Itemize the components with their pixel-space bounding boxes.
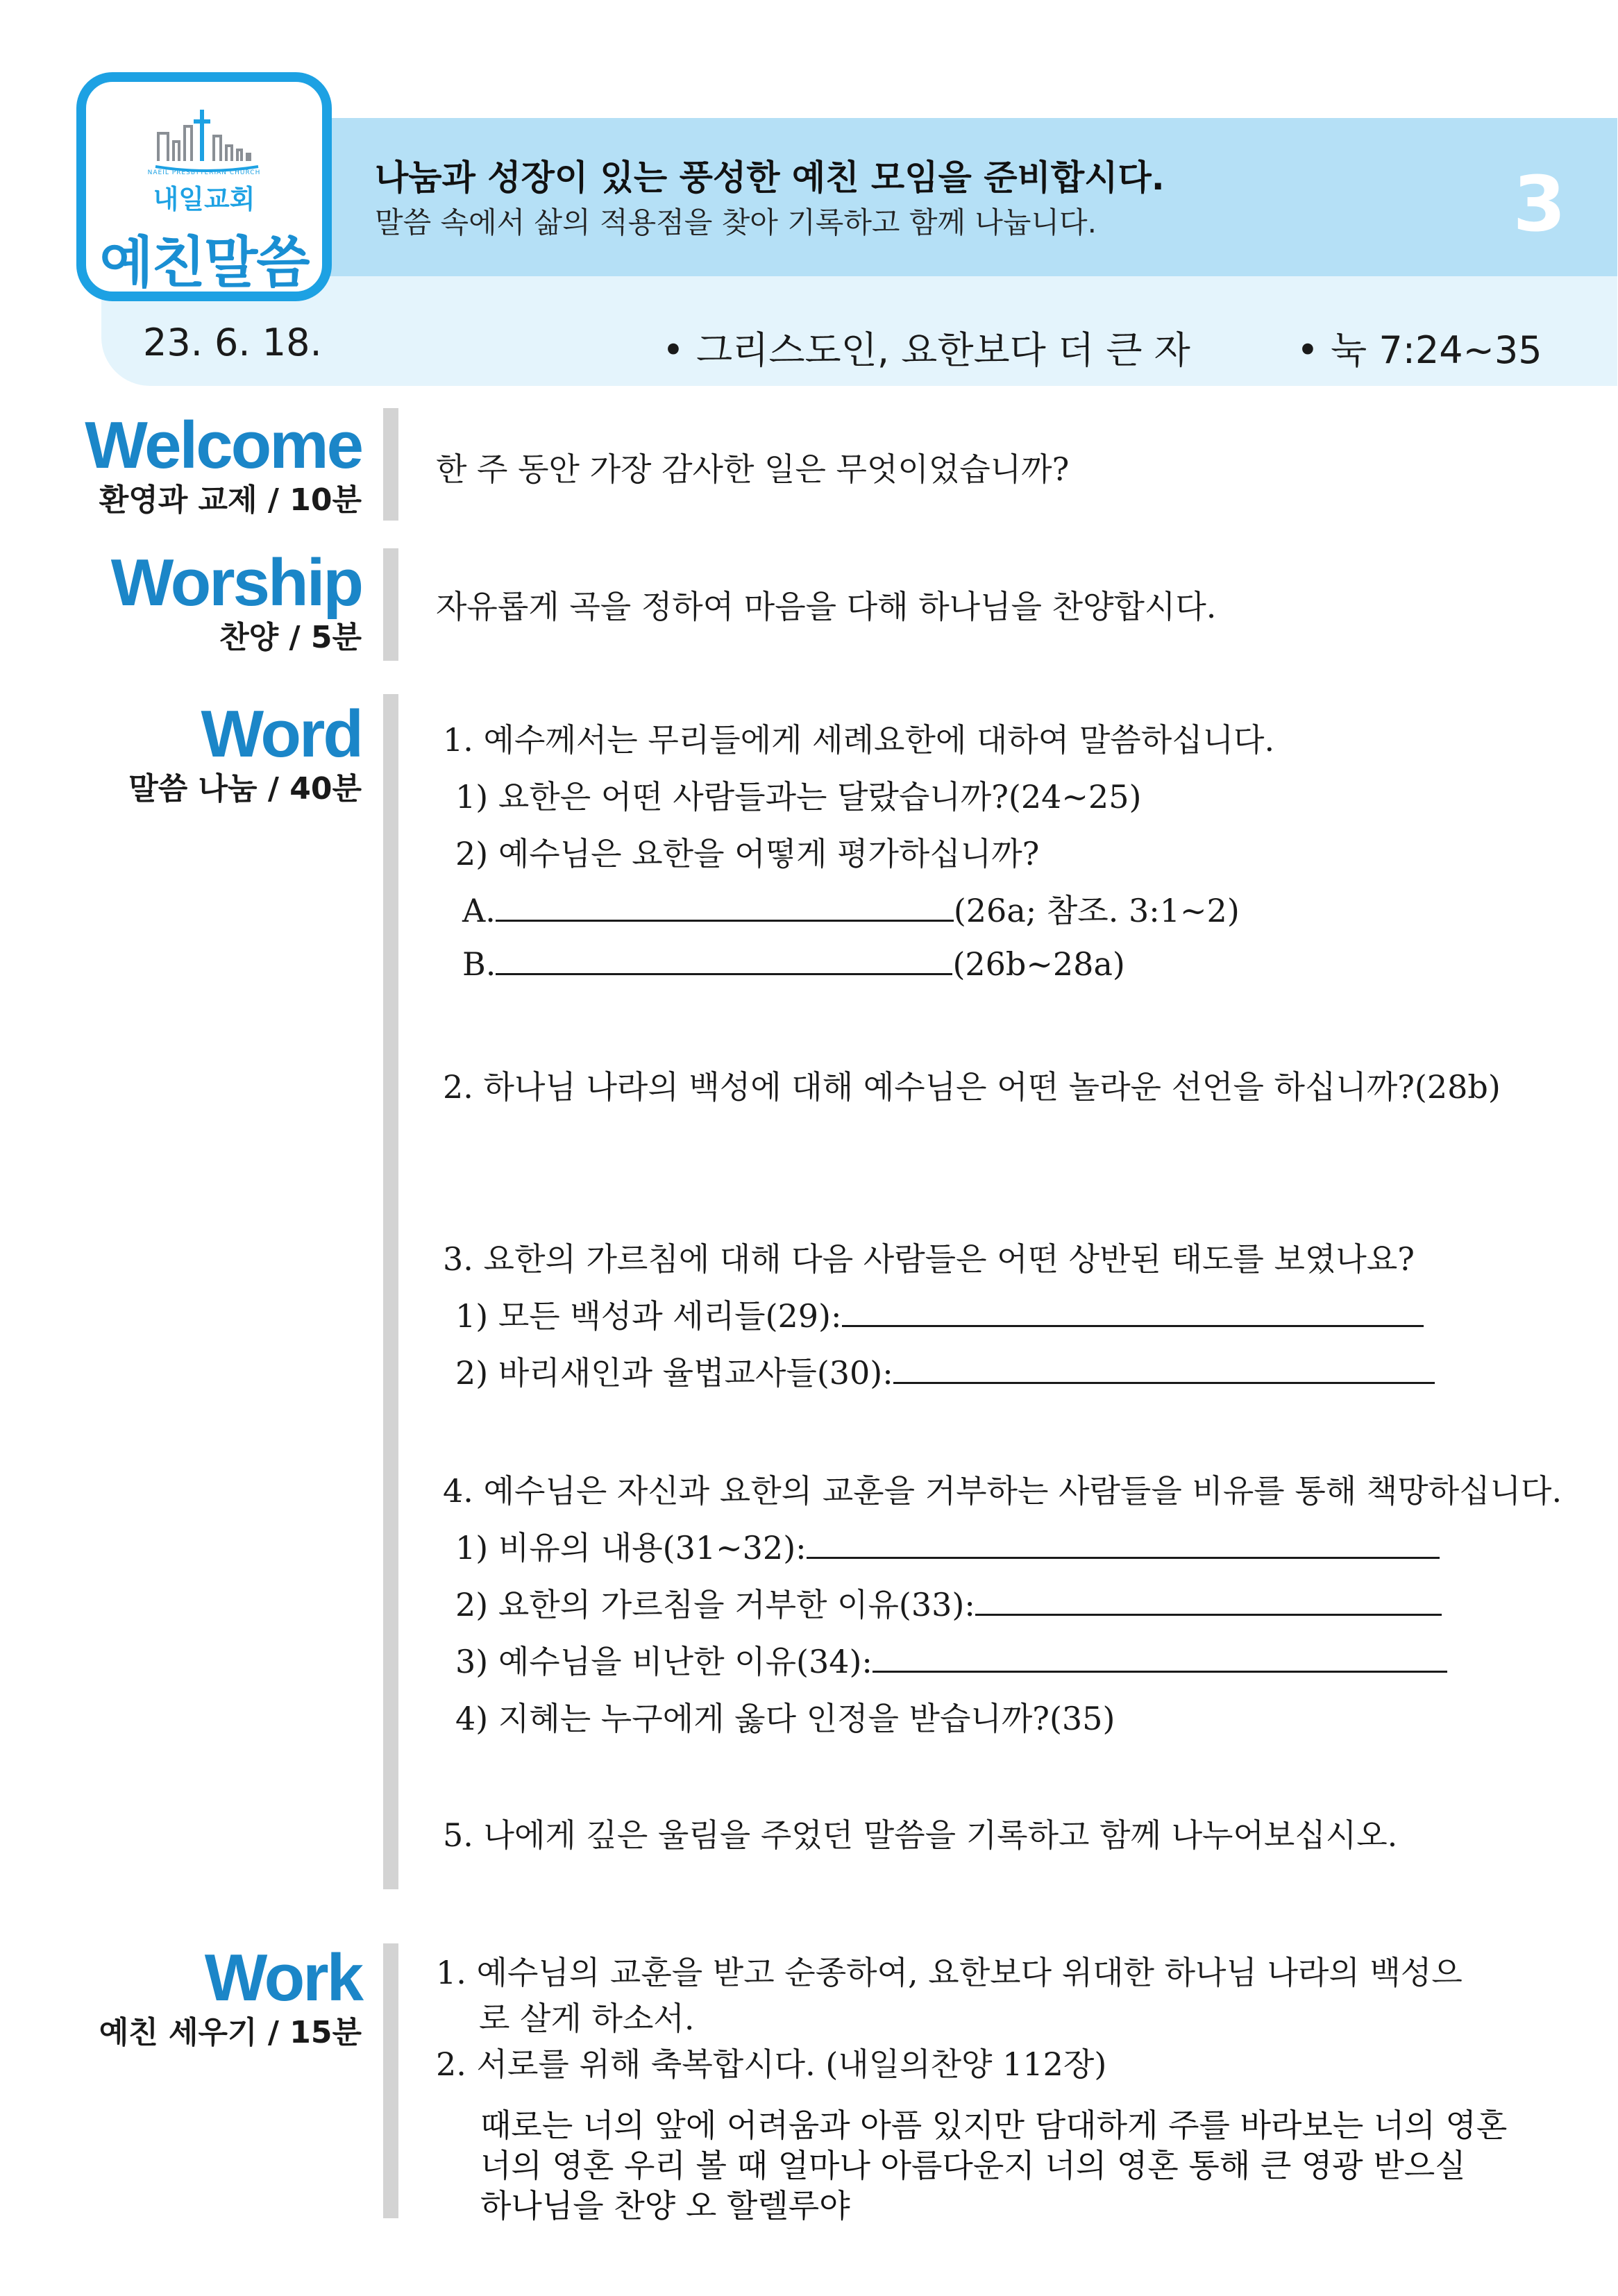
answer-4-2-blank[interactable] [975, 1583, 1442, 1616]
banner-title: 나눔과 성장이 있는 풍성한 예친 모임을 준비합시다. [375, 158, 1165, 198]
sermon-title: • 그리스도인, 요한보다 더 큰 자 [662, 328, 1190, 372]
welcome-question: 한 주 동안 가장 감사한 일은 무엇이었습니까? [436, 450, 1070, 488]
worship-subtitle: 찬양 / 5분 [219, 620, 362, 655]
word-question-5: 5. 나에게 깊은 울림을 주었던 말씀을 기록하고 함께 나누어보십시오. [443, 1816, 1398, 1854]
answer-a-label: A. [462, 892, 496, 929]
header-banner [326, 118, 1617, 276]
work-subtitle: 예친 세우기 / 15분 [99, 2015, 362, 2050]
logo-title: 예친말씀 [99, 230, 309, 295]
word-question-3-2 [455, 1348, 1435, 1394]
question-3-2-label: 2) 바리새인과 율법교사들(30): [455, 1354, 893, 1392]
word-question-1-1: 1) 요한은 어떤 사람들과는 달랐습니까?(24~25) [455, 778, 1142, 816]
question-4-3-label: 3) 예수님을 비난한 이유(34): [455, 1643, 873, 1680]
answer-b-label: B. [462, 945, 496, 983]
sermon-info-bar [101, 276, 1617, 386]
song-lyric-line-1: 때로는 너의 앞에 어려움과 아픔 있지만 담대하게 주를 바라보는 너의 영혼 [480, 2107, 1508, 2144]
worship-divider [383, 548, 398, 661]
page-number: 3 [1512, 160, 1566, 248]
work-item-1-line-1: 1. 예수님의 교훈을 받고 순종하여, 요한보다 위대한 하나님 나라의 백성으 [436, 1954, 1463, 1991]
work-item-1-line-2: 로 살게 하소서. [479, 2000, 695, 2037]
word-question-3-1 [455, 1291, 1424, 1337]
question-4-1-label: 1) 비유의 내용(31~32): [455, 1529, 807, 1567]
word-subtitle: 말씀 나눔 / 40분 [128, 771, 362, 807]
church-logo [76, 72, 332, 301]
work-item-2: 2. 서로를 위해 축복합시다. (내일의찬양 112장) [436, 2045, 1107, 2083]
word-answer-1-2b [462, 943, 1125, 983]
question-4-2-label: 2) 요한의 가르침을 거부한 이유(33): [455, 1586, 975, 1623]
welcome-heading [85, 408, 362, 521]
answer-b-blank[interactable] [496, 943, 952, 975]
word-answer-1-2a [462, 886, 1240, 931]
church-skyline-icon [151, 105, 262, 175]
song-lyric-line-2: 너의 영혼 우리 볼 때 얼마나 아름다운지 너의 영혼 통해 큰 영광 받으실 [480, 2147, 1466, 2184]
word-heading [128, 697, 362, 809]
word-title: Word [201, 697, 362, 771]
answer-a-reference: (26a; 참조. 3:1~2) [953, 892, 1240, 929]
banner-subtitle: 말씀 속에서 삶의 적용점을 찾아 기록하고 함께 나눕니다. [375, 205, 1097, 239]
word-question-3: 3. 요한의 가르침에 대해 다음 사람들은 어떤 상반된 태도를 보였나요? [443, 1240, 1415, 1278]
work-heading [99, 1943, 362, 2053]
answer-b-reference: (26b~28a) [952, 945, 1125, 983]
answer-a-blank[interactable] [496, 889, 954, 922]
word-question-1: 1. 예수께서는 무리들에게 세례요한에 대하여 말씀하십니다. [443, 721, 1275, 759]
word-question-4: 4. 예수님은 자신과 요한의 교훈을 거부하는 사람들을 비유를 통해 책망하십니다. [443, 1472, 1562, 1510]
logo-church-name: 내일교회 [153, 184, 255, 214]
song-lyric-line-3: 하나님을 찬양 오 할렐루야 [480, 2187, 850, 2225]
word-question-4-1 [455, 1523, 1440, 1569]
word-question-1-2: 2) 예수님은 요한을 어떻게 평가하십니까? [455, 835, 1040, 872]
question-3-1-label: 1) 모든 백성과 세리들(29): [455, 1297, 842, 1335]
logo-english-text: NAEIL PRESBYTERIAN CHURCH [147, 169, 261, 176]
worship-heading [111, 548, 362, 658]
work-title: Work [204, 1941, 362, 2015]
welcome-divider [383, 408, 398, 521]
answer-4-1-blank[interactable] [807, 1526, 1440, 1559]
welcome-title: Welcome [85, 408, 362, 482]
answer-3-1-blank[interactable] [842, 1294, 1424, 1327]
sermon-date: 23. 6. 18. [143, 321, 322, 364]
work-divider [383, 1943, 398, 2218]
word-question-4-2 [455, 1580, 1442, 1626]
answer-3-2-blank[interactable] [893, 1351, 1435, 1384]
welcome-subtitle: 환영과 교제 / 10분 [99, 482, 362, 518]
word-question-4-4: 4) 지혜는 누구에게 옳다 인정을 받습니까?(35) [455, 1700, 1115, 1737]
word-question-4-3 [455, 1637, 1447, 1682]
scripture-reference: • 눅 7:24~35 [1297, 328, 1542, 372]
answer-4-3-blank[interactable] [873, 1640, 1447, 1673]
word-question-2: 2. 하나님 나라의 백성에 대해 예수님은 어떤 놀라운 선언을 하십니까?(28b) [443, 1068, 1501, 1106]
worship-title: Worship [110, 546, 362, 620]
word-divider [383, 694, 398, 1889]
worship-instruction: 자유롭게 곡을 정하여 마음을 다해 하나님을 찬양합시다. [436, 588, 1217, 625]
